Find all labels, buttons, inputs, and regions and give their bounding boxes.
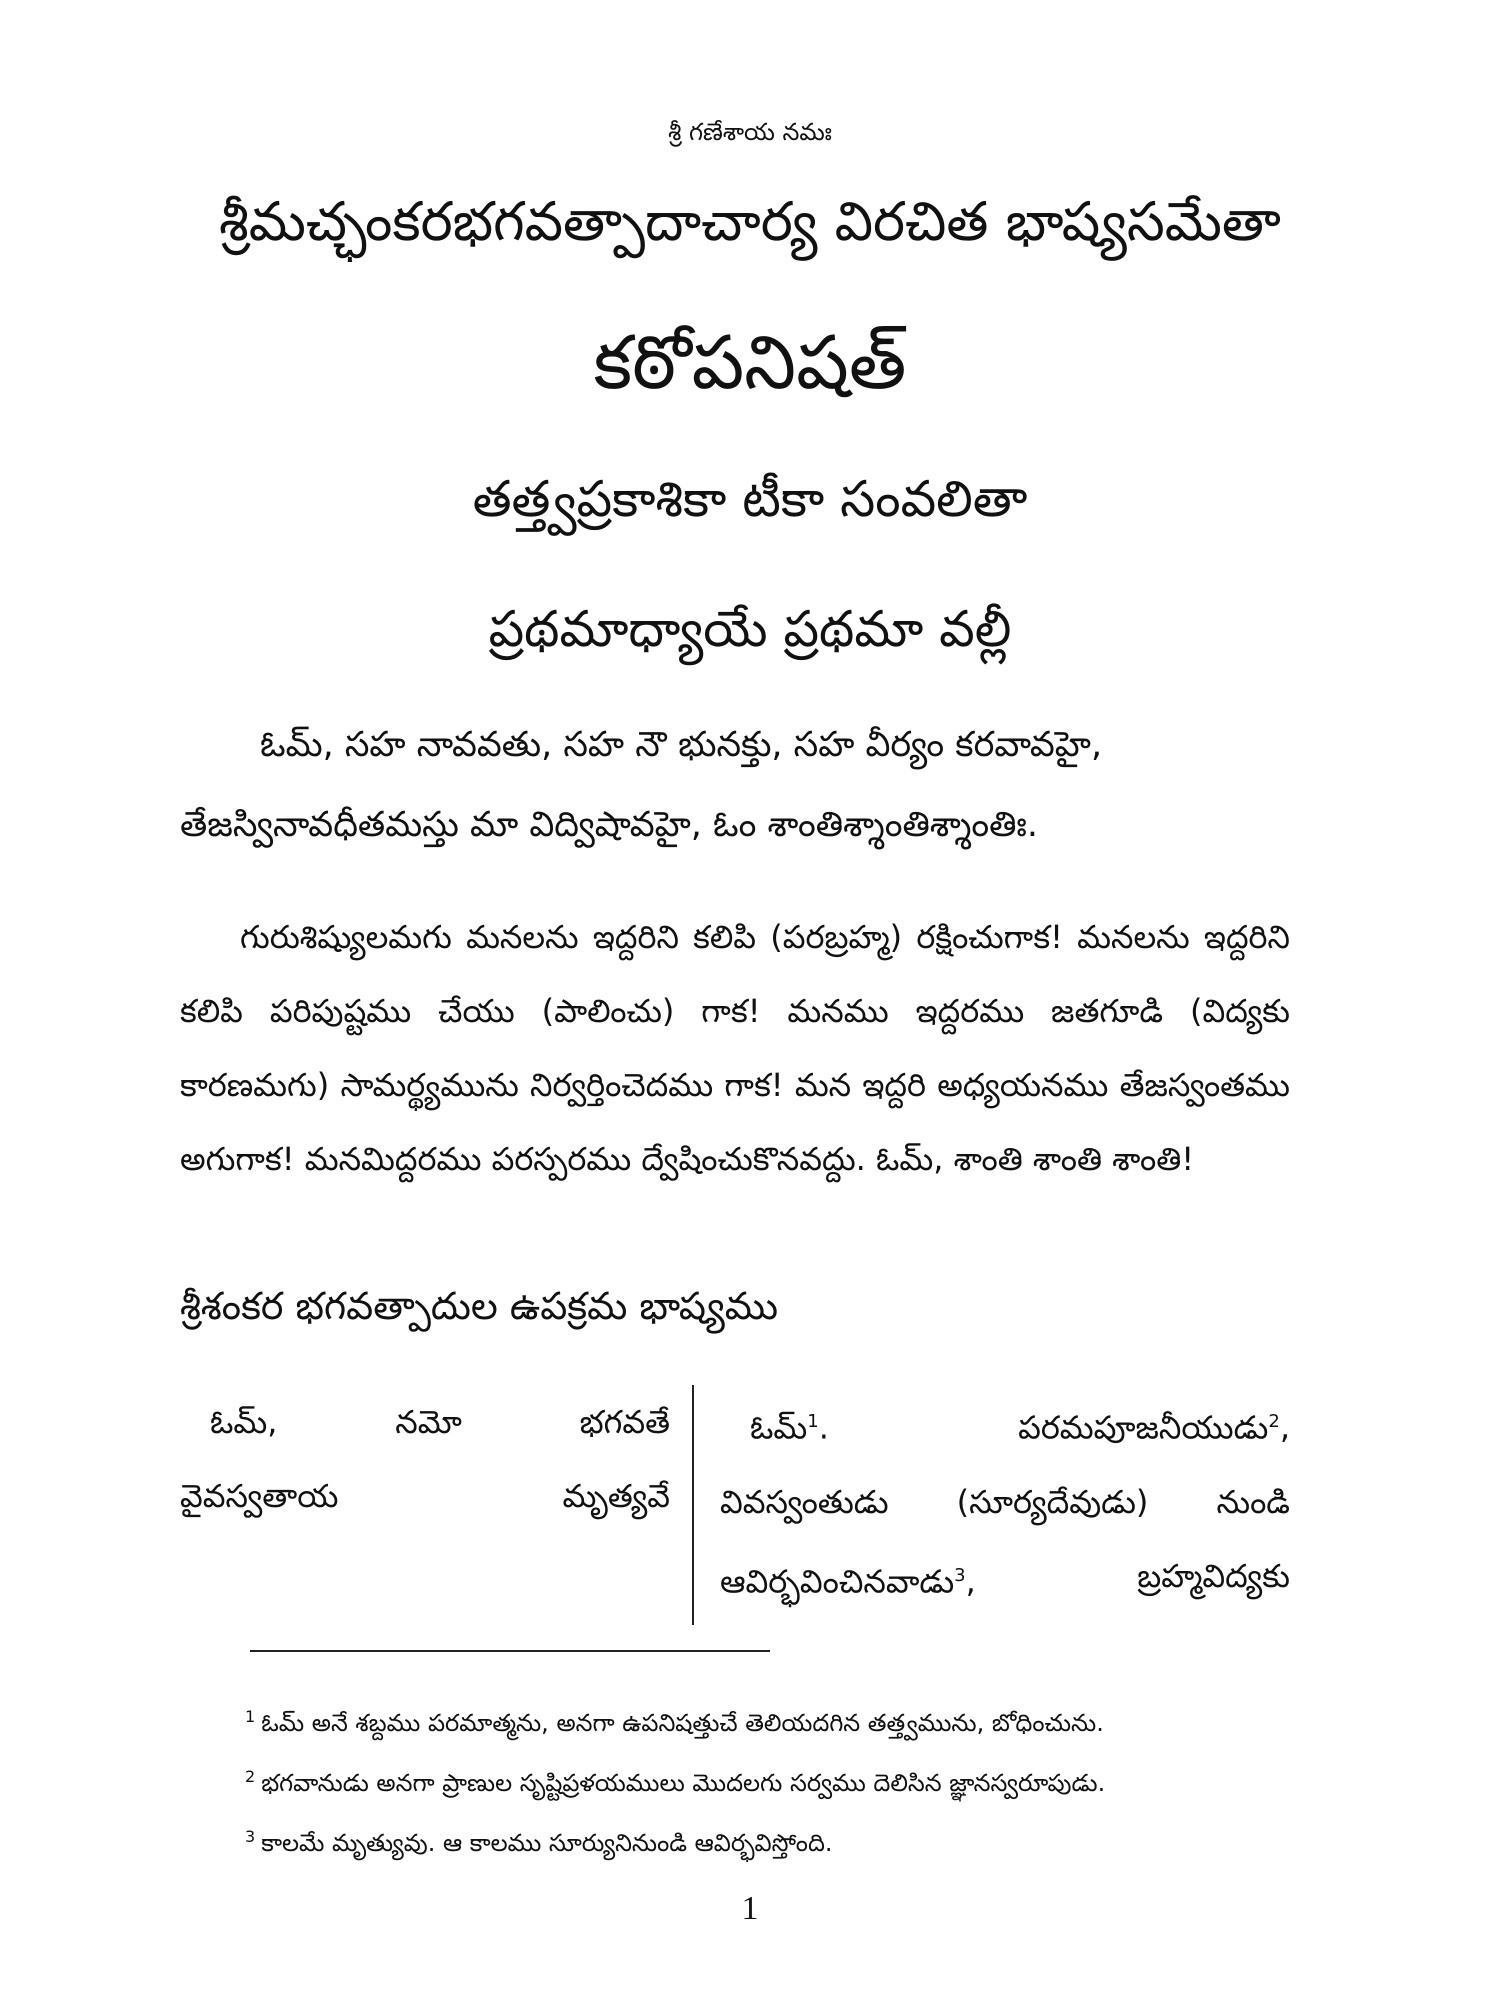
- footnote-text: భగవానుడు అనగా ప్రాణుల సృష్టిప్రళయములు మొదలగు సర్వము దెలిసిన జ్ఞానస్వరూపుడు.: [261, 1769, 1106, 1797]
- column-divider: [692, 1385, 694, 1625]
- left-word: వైవస్వతాయ: [180, 1477, 339, 1515]
- footnote-1: [245, 1690, 1325, 1750]
- footnote-ref-1[interactable]: 1: [807, 1411, 819, 1432]
- left-word: మృత్యవే: [562, 1477, 670, 1515]
- footnote-3: [245, 1810, 1325, 1870]
- left-row-2: [180, 1459, 670, 1533]
- left-row-1: [180, 1385, 670, 1459]
- footnote-mark: 1: [245, 1707, 256, 1726]
- mantra-line-2: తేజస్వినావధీతమస్తు మా విద్విషావహై, ఓం శాంతిశ్శాంతిశ్శాంతిః.: [180, 805, 1039, 845]
- right-row-3: [720, 1539, 1290, 1619]
- mantra-line-1: ఓమ్, సహ నావవతు, సహ నౌ భునక్తు, సహ వీర్యం కరవావహై,: [260, 725, 1103, 765]
- left-word: భగవతే: [579, 1403, 670, 1441]
- meaning-text: గురుశిష్యులమగు మనలను ఇద్దరిని కలిపి (పరబ్రహ్మ) రక్షించుగాక! మనలను ఇద్దరిని కలిపి పరిపుష్టము చేయు (పాలించు) గాక! మనము ఇద్దరము జతగూడి (విద్యకు కారణమగు) సామర్థ్యమును నిర్వర్తించెదము గాక! మన ఇద్దరి అధ్యయనము తేజస్వంతము అగుగాక! మనమిద్దరము పరస్పరము ద్వేషించుకొనవద్దు. ఓమ్, శాంతి శాంతి శాంతి!: [180, 918, 1290, 1178]
- right-word: నుండి: [1216, 1482, 1290, 1521]
- left-word: ఓమ్,: [210, 1403, 278, 1441]
- footnote-ref-2[interactable]: 2: [1268, 1411, 1280, 1432]
- right-word-text: ఆవిర్భవించినవాడు: [720, 1562, 955, 1601]
- footnote-mark: 3: [245, 1827, 256, 1846]
- translation-column: [720, 1385, 1290, 1618]
- left-word: నమో: [395, 1403, 462, 1441]
- right-word-punct: ,: [1279, 1408, 1290, 1447]
- main-title: శ్రీమచ్ఛంకరభగవత్పాదాచార్య విరచిత భాష్యసమేతా: [219, 190, 1281, 253]
- shanti-mantra: [180, 705, 1330, 865]
- right-word-text: ఓమ్: [750, 1408, 808, 1447]
- right-word: బ్రహ్మవిద్యకు: [1137, 1556, 1290, 1595]
- commentary-subtitle: తత్త్వప్రకాశికా టీకా సంవలితా: [472, 470, 1028, 528]
- mantra-meaning-paragraph: [180, 900, 1290, 1196]
- section-heading: శ్రీశంకర భగవత్పాదుల ఉపక్రమ భాష్యము: [180, 1284, 779, 1328]
- right-word: వివస్వంతుడు: [720, 1482, 889, 1521]
- upanishad-title: కఠోపనిషత్: [593, 320, 907, 406]
- footnote-separator: [250, 1650, 770, 1652]
- right-row-1: [720, 1385, 1290, 1465]
- footnotes: [245, 1690, 1325, 1870]
- right-word: [750, 1385, 829, 1465]
- invocation-line: శ్రీ గణేశాయ నమః: [668, 118, 832, 146]
- footnote-text: కాలమే మృత్యువు. ఆ కాలము సూర్యునినుండి ఆవిర్భవిస్తోంది.: [261, 1829, 833, 1857]
- page-number: 1: [741, 1890, 759, 1927]
- footnote-text: ఓమ్ అనే శబ్దము పరమాత్మను, అనగా ఉపనిషత్తుచే తెలియదగిన తత్త్వమును, బోధించును.: [261, 1709, 1104, 1737]
- right-word: [720, 1539, 976, 1619]
- right-word-text: పరమపూజనీయుడు: [1018, 1408, 1269, 1447]
- chapter-heading: ప్రథమాధ్యాయే ప్రథమా వల్లీ: [488, 600, 1012, 658]
- right-word: [1018, 1385, 1290, 1465]
- right-word: (సూర్యదేవుడు): [956, 1482, 1149, 1521]
- bhashya-columns: [180, 1385, 1290, 1625]
- footnote-ref-3[interactable]: 3: [954, 1564, 966, 1586]
- right-row-2: [720, 1465, 1290, 1539]
- sanskrit-column: [180, 1385, 670, 1533]
- right-word-punct: ,: [965, 1562, 976, 1601]
- footnote-mark: 2: [245, 1767, 256, 1786]
- footnote-2: [245, 1750, 1325, 1810]
- right-word-punct: .: [818, 1408, 829, 1447]
